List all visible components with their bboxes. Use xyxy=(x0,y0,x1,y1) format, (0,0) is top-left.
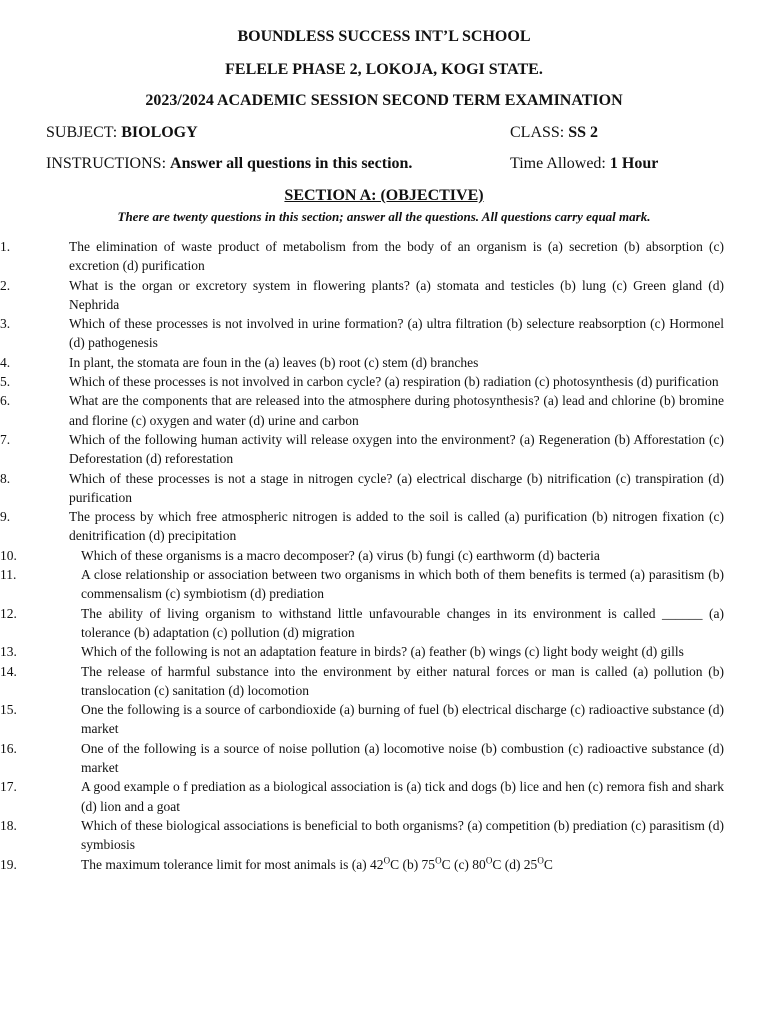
degree-sup: O xyxy=(537,855,544,865)
question-number: 6. xyxy=(0,393,11,409)
question-text: Which of these biological associations is beneficial to both organisms? (a) competition (b) prediation (c) parasitism (d) symbiosis xyxy=(81,817,724,853)
question-item xyxy=(0,642,724,661)
school-name: BOUNDLESS SUCCESS INT’L SCHOOL xyxy=(237,28,531,45)
question-number: 12. xyxy=(0,605,17,621)
question-text: The ability of living organism to withstand little unfavourable changes in its environment is called ______ (a) tolerance (b) adaptation (c) pollution (d) migration xyxy=(81,605,724,640)
degree-sup: O xyxy=(435,855,442,865)
question-text: What are the components that are released into the atmosphere during photosynthesis? (a) lead and chlorine (b) bromine and florine (c) oxygen and water (d) urine and carbon xyxy=(69,393,724,428)
question-number: 15. xyxy=(0,702,17,718)
subject-row xyxy=(46,124,726,142)
question-item xyxy=(0,700,724,739)
question-list xyxy=(0,237,768,874)
question-number: 13. xyxy=(0,644,17,660)
question-item xyxy=(0,372,724,391)
question-text: Which of the following human activity will release oxygen into the environment? (a) Regeneration (b) Afforestation (c) Deforestation (d) reforestation xyxy=(69,431,724,467)
question-item xyxy=(0,430,724,469)
section-intro: There are twenty questions in this section; answer all the questions. All questions carry equal mark. xyxy=(117,209,651,224)
instructions-row xyxy=(46,155,726,173)
subject-label: SUBJECT: xyxy=(46,124,118,141)
question-number: 17. xyxy=(0,779,17,795)
instructions-value: Answer all questions in this section. xyxy=(170,155,413,172)
question-text: Which of these organisms is a macro decomposer? (a) virus (b) fungi (c) earthworm (d) bacteria xyxy=(81,547,600,563)
question-text: What is the organ or excretory system in flowering plants? (a) stomata and testicles (b) lung (c) Green gland (d) Nephrida xyxy=(69,277,724,312)
instructions-label: INSTRUCTIONS: xyxy=(46,155,167,172)
question-item xyxy=(0,739,724,778)
question-number: 9. xyxy=(0,509,11,525)
question-number: 10. xyxy=(0,547,17,563)
question-number: 1. xyxy=(0,239,11,254)
question-text: A good example o f prediation as a biological association is (a) tick and dogs (b) lice and hen (c) remora fish and shark (d) lion and a goat xyxy=(81,779,724,814)
q19-opt-b: C (b) 75 xyxy=(390,856,436,872)
question-item xyxy=(0,604,724,643)
question-item xyxy=(0,507,724,546)
question-number: 16. xyxy=(0,740,17,756)
question-number: 19. xyxy=(0,856,17,872)
question-number: 5. xyxy=(0,374,11,390)
question-item xyxy=(0,314,724,353)
question-text: The elimination of waste product of metabolism from the body of an organism is (a) secretion (b) absorption (c) excretion (d) purification xyxy=(69,239,724,274)
question-item xyxy=(0,391,724,430)
question-item xyxy=(0,237,724,276)
subject-value: BIOLOGY xyxy=(121,124,198,141)
question-item xyxy=(0,777,724,816)
question-text: One the following is a source of carbondioxide (a) burning of fuel (b) electrical discharge (c) radioactive substance (d) market xyxy=(81,702,724,737)
question-number: 4. xyxy=(0,354,11,370)
question-item xyxy=(0,276,724,315)
question-number: 18. xyxy=(0,817,17,833)
class-value: SS 2 xyxy=(568,124,599,141)
question-item xyxy=(0,546,724,565)
question-text xyxy=(81,857,553,872)
question-text: One of the following is a source of noise pollution (a) locomotive noise (b) combustion (c) radioactive substance (d) market xyxy=(81,740,724,776)
time-label: Time Allowed: xyxy=(510,155,606,172)
q19-text: The maximum tolerance limit for most animals is (a) 42 xyxy=(81,856,384,872)
time-value: 1 Hour xyxy=(609,155,659,172)
question-text: The process by which free atmospheric nitrogen is added to the soil is called (a) purification (b) nitrogen fixation (c) denitrification (d) precipitation xyxy=(69,509,724,544)
q19-opt-c: C (c) 80 xyxy=(441,856,486,872)
degree-sup: O xyxy=(383,855,391,865)
question-text: Which of these processes is not involved in carbon cycle? (a) respiration (b) radiation (c) photosynthesis (d) purification xyxy=(69,374,719,390)
question-text: The release of harmful substance into the environment by either natural forces or man is called (a) pollution (b) translocation (c) sanitation (d) locomotion xyxy=(81,663,724,698)
school-address: FELELE PHASE 2, LOKOJA, KOGI STATE. xyxy=(225,61,543,78)
question-item xyxy=(0,662,724,701)
section-title: SECTION A: (OBJECTIVE) xyxy=(284,187,484,204)
question-item xyxy=(0,855,724,874)
q19-unit: C xyxy=(543,856,553,872)
question-number: 2. xyxy=(0,277,11,293)
question-number: 3. xyxy=(0,316,11,332)
question-text: Which of these processes is not involved in urine formation? (a) ultra filtration (b) selecture reabsorption (c) Hormonel (d) pathogenesis xyxy=(69,316,724,351)
question-number: 11. xyxy=(0,567,17,583)
exam-title: 2023/2024 ACADEMIC SESSION SECOND TERM EXAMINATION xyxy=(145,92,623,109)
question-number: 7. xyxy=(0,431,11,447)
question-text: In plant, the stomata are foun in the (a) leaves (b) root (c) stem (d) branches xyxy=(69,354,479,370)
question-text: Which of the following is not an adaptation feature in birds? (a) feather (b) wings (c) light body weight (d) gills xyxy=(81,644,684,660)
class-field xyxy=(510,124,598,142)
time-field xyxy=(510,155,658,173)
question-number: 8. xyxy=(0,470,11,486)
question-text: A close relationship or association between two organisms in which both of them benefits is termed (a) parasitism (b) commensalism (c) symbiotism (d) prediation xyxy=(81,567,724,602)
question-item xyxy=(0,816,724,855)
question-item xyxy=(0,469,724,508)
question-item xyxy=(0,565,724,604)
question-number: 14. xyxy=(0,663,17,679)
class-label: CLASS: xyxy=(510,124,565,141)
degree-sup: O xyxy=(485,855,493,865)
question-text: Which of these processes is not a stage in nitrogen cycle? (a) electrical discharge (b) nitrification (c) transpiration (d) purification xyxy=(69,470,724,505)
q19-opt-d: C (d) 25 xyxy=(492,856,538,872)
question-item xyxy=(0,353,724,372)
